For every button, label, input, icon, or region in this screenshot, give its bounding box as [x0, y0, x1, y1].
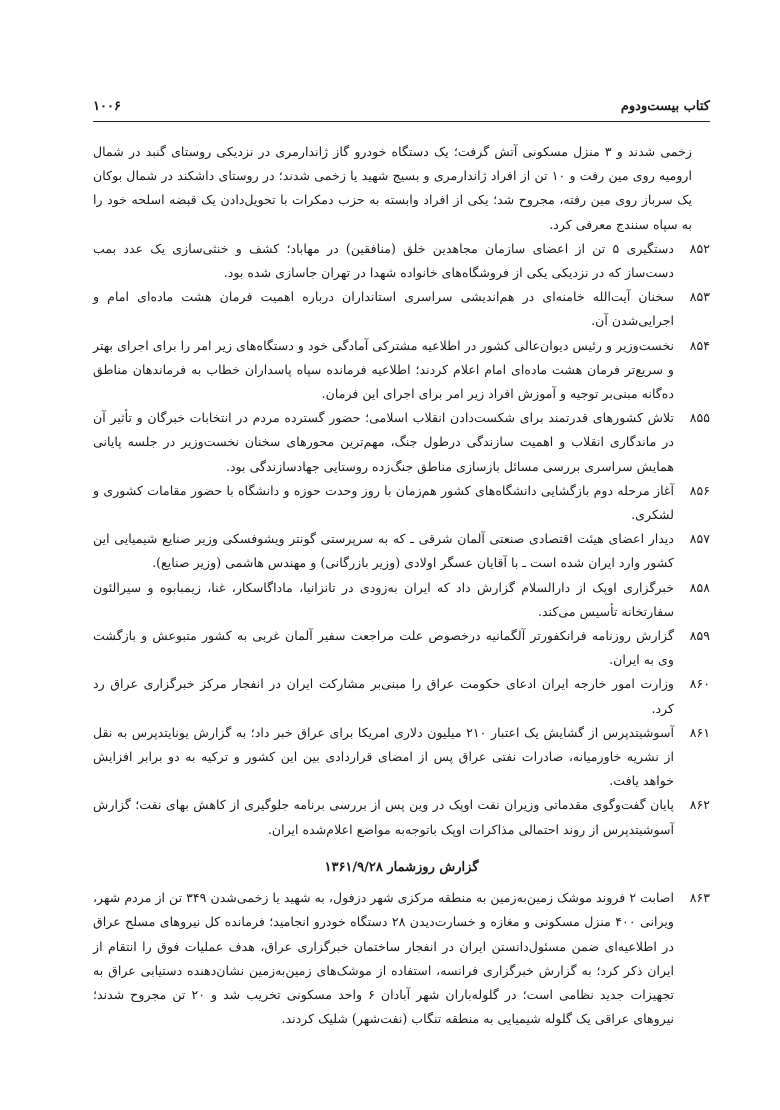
- running-title: کتاب بیست‌ودوم: [620, 98, 710, 114]
- chronology-entries: [93, 237, 710, 842]
- chronology-entry: [93, 793, 710, 841]
- chronology-entry: [93, 479, 710, 527]
- chronology-entry: [93, 721, 710, 794]
- entry-text: تلاش کشورهای قدرتمند برای شکست‌دادن انقلاب اسلامی؛ حضور گسترده مردم در انتخابات خبرگان و تأثیر آن در ماندگاری انقلاب و اهمیت سازندگی درطول جنگ، مهم‌ترین محورهای سخنان نخست‌وزیر در جلسه پایانی همایش سراسری بررسی مسائل بازسازی مناطق جنگ‌زده روستایی جهادسازندگی بود.: [93, 410, 674, 474]
- entry-text: گزارش روزنامه فرانکفورتر آلگمانیه درخصوص علت مراجعت سفیر آلمان غربی به کشور متبوعش و بازگشت وی به ایران.: [93, 628, 674, 668]
- entry-number: ۸۵۴: [689, 337, 710, 353]
- entry-text: دستگیری ۵ تن از اعضای سازمان مجاهدین خلق (منافقین) در مهاباد؛ کشف و خنثی‌سازی یک عدد بمب دست‌ساز که در نزدیکی یکی از فروشگاه‌های خانواده شهدا در تهران جاسازی شده بود.: [93, 240, 674, 281]
- entry-text: خبرگزاری اوپک از دارالسلام گزارش داد که ایران به‌زودی در تانزانیا، ماداگاسکار، غنا، زیمبابوه و سیرالئون سفارتخانه تأسیس می‌کند.: [93, 579, 674, 619]
- entry-number: ۸۶۱: [689, 724, 710, 740]
- chronology-entry: [93, 886, 710, 1031]
- entry-number: ۸۵۵: [689, 410, 710, 426]
- entry-text: وزارت امور خارجه ایران ادعای حکومت عراق را مبنی‌بر مشارکت ایران در انفجار مرکز خبرگزاری عراق رد کرد.: [93, 676, 674, 716]
- chronology-entry: [93, 334, 710, 407]
- entry-text: نخست‌وزیر و رئیس دیوان‌عالی کشور در اطلاعیه مشترکی آمادگی خود و دستگاه‌های زیر امر را برای اجرای بهتر و سریع‌تر فرمان هشت ماده‌ای امام اعلام کردند؛ اطلاعیه فرمانده سپاه پاسداران خطاب به فرماندهان مناطق ده‌گانه مبنی‌بر توجیه و آموزش افراد زیر امر برای اجرای این فرمان.: [93, 337, 674, 402]
- page-body: [93, 140, 710, 1031]
- entry-text: پایان گفت‌وگوی مقدماتی وزیران نفت اوپک در وین پس از بررسی برنامه جلوگیری از کاهش بهای نفت؛ گزارش آسوشیتدپرس از روند احتمالی مذاکرات اوپک باتوجه‌به مواضع اعلام‌شده ایران.: [93, 797, 674, 837]
- entry-number: ۸۵۶: [689, 482, 710, 498]
- entry-text: آغاز مرحله دوم بازگشایی دانشگاه‌های کشور هم‌زمان با روز وحدت حوزه و دانشگاه با حضور مقامات کشوری و لشکری.: [93, 482, 674, 523]
- entry-text: آسوشیتدپرس از گشایش یک اعتبار ۲۱۰ میلیون دلاری امریکا برای عراق خبر داد؛ به گزارش یونایتدپرس به نقل از نشریه خاورمیانه، صادرات نفتی عراق پس از امضای قراردادی بین این کشور و ترکیه به دو برابر افزایش خواهد یافت.: [93, 724, 674, 789]
- entry-number: ۸۵۸: [689, 579, 710, 595]
- chronology-entry: [93, 285, 710, 333]
- continued-paragraph: زخمی شدند و ۳ منزل مسکونی آتش گرفت؛ یک دستگاه خودرو گاز ژاندارمری در نزدیکی روستای گنبد در شمال ارومیه روی مین رفت و ۱۰ تن از افراد ژاندارمری و بسیج شهید یا زخمی شدند؛ در روستای داشکند در شمال بوکان یک سرباز روی مین رفته، مجروح شد؛ یکی از افراد وابسته به حزب دمکرات با تحویل‌دادن یک قبضه اسلحه خود را به سپاه سنندج معرفی کرد.: [93, 144, 692, 232]
- entry-number: ۸۶۳: [689, 890, 710, 906]
- page-header: [93, 94, 710, 118]
- entry-text: سخنان آیت‌الله خامنه‌ای در هم‌اندیشی سراسری استانداران درباره اهمیت فرمان هشت ماده‌ای امام و اجرایی‌شدن آن.: [93, 289, 674, 329]
- entry-number: ۸۵۷: [689, 531, 710, 547]
- page-number: ۱۰۰۶: [93, 98, 121, 114]
- entry-number: ۸۵۹: [689, 628, 710, 644]
- entry-number: ۸۵۳: [689, 289, 710, 305]
- header-divider: [93, 121, 710, 122]
- section-heading: گزارش روزشمار ۱۳۶۱/۹/۲۸: [324, 859, 479, 875]
- entry-text: دیدار اعضای هیئت اقتصادی صنعتی آلمان شرقی ـ که به سرپرستی گونتر ویشوفسکی وزیر صنایع شیمیایی این کشور وارد ایران شده است ـ با آقایان عسگر اولادی (وزیر بازرگانی) و مهندس هاشمی (وزیر صنایع).: [93, 531, 674, 571]
- entry-number: ۸۵۲: [689, 240, 710, 256]
- entry-text: اصابت ۲ فروند موشک زمین‌به‌زمین به منطقه مرکزی شهر دزفول، به شهید یا زخمی‌شدن ۳۴۹ تن از مردم شهر، ویرانی ۴۰۰ منزل مسکونی و مغازه و خسارت‌دیدن ۲۸ دستگاه خودرو انجامید؛ فرمانده کل نیروهای مسلح عراق در اطلاعیه‌ای ضمن مسئول‌دانستن ایران در انفجار ساختمان خبرگزاری عراق، هدف عملیات فوق را انتقام از ایران ذکر کرد؛ به گزارش خبرگزاری فرانسه، استفاده از موشک‌های زمین‌به‌زمین نشان‌دهنده دستیابی عراق به تجهیزات جدید نظامی است؛ در گلوله‌باران شهر آبادان ۶ واحد مسکونی تخریب شد و ۲۰ تن مجروح شدند؛ نیروهای عراقی یک گلوله شیمیایی به منطقه تنگاب (نفت‌شهر) شلیک کردند.: [92, 890, 674, 1027]
- chronology-entries-day: [93, 886, 710, 1031]
- chronology-entry: [93, 237, 710, 285]
- chronology-entry: [93, 576, 710, 624]
- chronology-entry: [93, 672, 710, 720]
- entry-number: ۸۶۲: [689, 797, 710, 813]
- chronology-entry: [93, 527, 710, 575]
- chronology-entry: [93, 624, 710, 672]
- entry-number: ۸۶۰: [689, 676, 710, 692]
- chronology-entry: [93, 406, 710, 479]
